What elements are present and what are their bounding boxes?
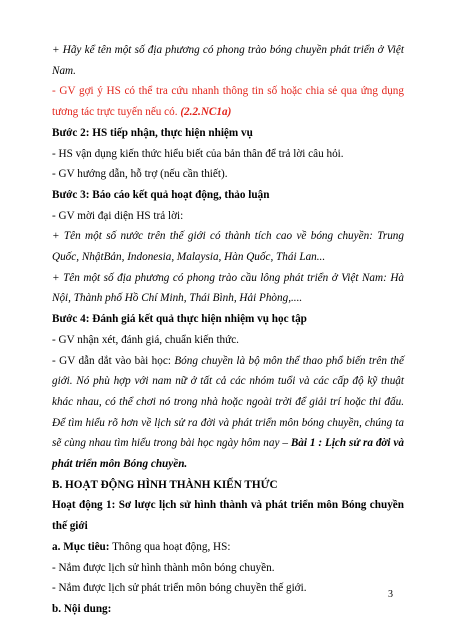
lesson-intro <box>52 351 404 475</box>
teacher-hint <box>52 81 404 122</box>
objective-text: Thông qua hoạt động, HS: <box>109 540 231 553</box>
objective-label: a. Mục tiêu: <box>52 540 110 553</box>
step-4-heading: Bước 4: Đánh giá kết quả thực hiện nhiệm vụ học tập <box>52 313 307 326</box>
lesson-title: Bài 1 : Lịch sử ra đời và phát triển môn Bóng chuyền. <box>52 437 404 471</box>
step-2-line-2: - GV hướng dẫn, hỗ trợ (nếu cần thiết). <box>52 168 228 181</box>
teacher-hint-text: - GV gợi ý HS có thể tra cứu nhanh thông tin số hoặc chia sẻ qua ứng dụng tương tác trực tuyến nếu có. <box>52 85 404 119</box>
answer-localities: + Tên một số địa phương có phong trào cầu lông phát triển ở Việt Nam: Hà Nội, Thành phố Hồ Chí Minh, Thái Bình, Hải Phòng,.... <box>52 271 404 305</box>
activity-1-heading: Hoạt động 1: Sơ lược lịch sử hình thành và phát triển môn Bóng chuyền thế giới <box>52 499 404 533</box>
section-b-heading: B. HOẠT ĐỘNG HÌNH THÀNH KIẾN THỨC <box>52 478 278 491</box>
document-body <box>52 40 404 620</box>
objective-item-1: - Nắm được lịch sử hình thành môn bóng chuyền. <box>52 561 275 574</box>
lesson-intro-lead: - GV dẫn dắt vào bài học: <box>52 354 175 367</box>
answer-countries: + Tên một số nước trên thế giới có thành tích cao về bóng chuyền: Trung Quốc, NhậtBản, Indonesia, Malaysia, Hàn Quốc, Thái Lan... <box>52 230 404 264</box>
step-2-line-1: - HS vận dụng kiến thức hiểu biết của bản thân để trả lời câu hỏi. <box>52 147 344 160</box>
lesson-intro-italic: Bóng chuyền là bộ môn thể thao phổ biến trên thế giới. Nó phù hợp với nam nữ ở tất cả các nhóm tuổi và các cấp độ kỹ thuật khác nhau, có thể chơi nó trong nhà hoặc ngoài trời để giải trí hoặc thi đấu. Để tìm hiểu rõ hơn về lịch sử ra đời và phát triển môn bóng chuyền, chúng ta sẽ cùng nhau tìm hiểu trong bài học ngày hôm nay – <box>52 354 404 450</box>
objective-line <box>52 537 404 558</box>
step-3-heading: Bước 3: Báo cáo kết quả hoạt động, thảo luận <box>52 188 270 201</box>
objective-item-2: - Nắm được lịch sử phát triển môn bóng chuyền thế giới. <box>52 582 307 595</box>
competency-code: (2.2.NC1a) <box>180 106 232 119</box>
page-number: 3 <box>388 589 393 600</box>
content-heading: b. Nội dung: <box>52 602 112 615</box>
step-4-line-1: - GV nhận xét, đánh giá, chuẩn kiến thức. <box>52 333 239 346</box>
step-3-line-1: - GV mời đại diện HS trả lời: <box>52 209 184 222</box>
step-2-heading: Bước 2: HS tiếp nhận, thực hiện nhiệm vụ <box>52 126 253 139</box>
question-localities: + Hãy kể tên một số địa phương có phong trào bóng chuyền phát triển ở Việt Nam. <box>52 44 404 77</box>
